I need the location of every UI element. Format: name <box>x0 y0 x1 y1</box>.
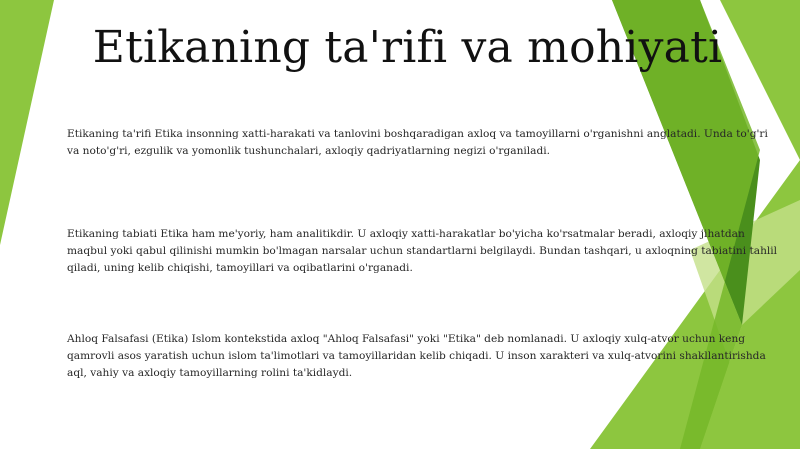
paragraph-ahloq-falsafasi: Ahloq Falsafasi (Etika) Islom kontekstida axloq "Ahloq Falsafasi" yoki "Etika" deb nomlanadi. U axloqiy xulq-atvor uchun keng qamrovli asos yaratish uchun islom ta'limotlari va tamoyillaridan kelib chiqadi. U inson xarakteri va xulq-atvorini shakllantirishda aql, vahiy va axloqiy tamoyillarning rolini ta'kidlaydi. <box>67 333 766 379</box>
slide-title: Etikaning ta'rifi va mohiyati <box>92 22 723 73</box>
paragraph-nature: Etikaning tabiati Etika ham me'yoriy, ham analitikdir. U axloqiy xatti-harakatlar bo'yicha ko'rsatmalar beradi, axloqiy jihatdan maqbul yoki qabul qilinishi mumkin bo'lmagan narsalar uchun standartlarni belgilaydi. Bundan tashqari, u axloqning tabiatini tahlil qiladi, uning kelib chiqishi, tamoyillari va oqibatlarini o'rganadi. <box>67 228 778 274</box>
paragraph-definition: Etikaning ta'rifi Etika insonning xatti-harakati va tanlovini boshqaradigan axloq va tamoyillarni o'rganishni anglatadi. Unda to'g'ri va noto'g'ri, ezgulik va yomonlik tushunchalari, axloqiy qadriyatlarning negizi o'rganiladi. <box>67 128 768 157</box>
